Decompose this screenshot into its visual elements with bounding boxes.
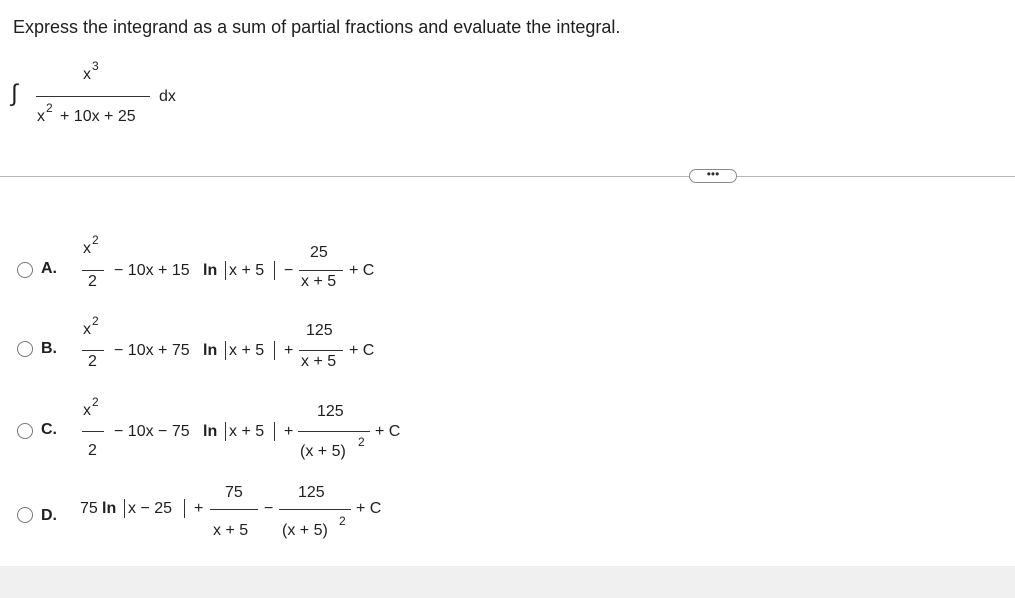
option-b-middle: − 10x + 75 [114,342,190,359]
option-d-letter: D. [41,507,57,524]
option-c-frac2-bar [298,431,370,432]
option-a-frac1-num-base: x [83,240,91,257]
integrand-numerator-base: x [83,66,91,83]
option-a-frac1-num-exp: 2 [92,233,99,247]
option-b-frac1-num-exp: 2 [92,314,99,328]
section-divider [0,176,1015,177]
option-d-frac1-bar [210,509,258,510]
option-d-op1: + [194,500,204,517]
option-d-lead: 75 [80,500,98,517]
option-c-frac1-num-exp: 2 [92,395,99,409]
more-options-button[interactable]: ••• [689,169,737,183]
option-b-frac1-num-base: x [83,321,91,338]
footer-bar [0,566,1015,598]
option-d-frac2-den-exp: 2 [339,514,346,528]
question-prompt: Express the integrand as a sum of partial fractions and evaluate the integral. [13,17,621,37]
option-a-radio[interactable] [17,262,33,278]
integrand-denominator-rest: + 10x + 25 [60,108,136,125]
option-c-frac2-den-exp: 2 [358,435,365,449]
option-c-ln: ln [203,423,218,440]
option-d-abs-arg: x − 25 [128,500,173,517]
option-c-middle: − 10x − 75 [114,423,190,440]
option-a-letter: A. [41,260,57,277]
option-b-abs-right [274,341,275,360]
option-d-tail: + C [356,500,382,517]
option-d-op2: − [264,500,274,517]
option-b-frac2-den: x + 5 [301,353,337,370]
option-a-frac1-bar [82,270,104,271]
option-b-frac1-den: 2 [88,353,97,370]
option-d-frac2-den-base: (x + 5) [282,522,328,539]
option-b-tail: + C [349,342,375,359]
option-d-abs-right [184,499,185,518]
option-d-frac2-num: 125 [298,484,325,501]
option-a-abs-arg: x + 5 [229,262,265,279]
integrand-denominator-base: x [37,108,45,125]
option-b-frac1-bar [82,350,104,351]
option-a-middle: − 10x + 15 [114,262,190,279]
option-c-abs-right [274,422,275,441]
option-b-abs-arg: x + 5 [229,342,265,359]
option-c-frac1-bar [82,431,104,432]
option-d-frac1-num: 75 [225,484,243,501]
option-b-letter: B. [41,340,57,357]
option-c-letter: C. [41,421,57,438]
option-c-radio[interactable] [17,423,33,439]
option-a-op: − [284,262,294,279]
option-c-tail: + C [375,423,401,440]
option-a-abs-right [274,261,275,280]
option-c-abs-arg: x + 5 [229,423,265,440]
option-b-abs-left [225,341,226,360]
option-c-frac2-num: 125 [317,403,344,420]
integrand-denominator-exponent: 2 [46,101,53,115]
option-d-ln: ln [102,500,117,517]
option-a-abs-left [225,261,226,280]
option-d-frac1-den: x + 5 [213,522,249,539]
option-a-ln: ln [203,262,218,279]
option-c-frac2-den-base: (x + 5) [300,443,346,460]
dx-label: dx [159,88,176,105]
option-b-radio[interactable] [17,341,33,357]
option-a-frac1-den: 2 [88,273,97,290]
option-d-abs-left [124,499,125,518]
integrand-numerator-exponent: 3 [92,59,99,73]
option-c-abs-left [225,422,226,441]
option-a-frac2-den: x + 5 [301,273,337,290]
option-b-op: + [284,342,294,359]
option-b-ln: ln [203,342,218,359]
option-b-frac2-bar [299,350,343,351]
integrand-fraction-bar [36,96,150,97]
option-d-frac2-bar [279,509,351,510]
option-c-op: + [284,423,294,440]
option-c-frac1-den: 2 [88,442,97,459]
option-a-tail: + C [349,262,375,279]
option-c-frac1-num-base: x [83,402,91,419]
option-d-radio[interactable] [17,507,33,523]
option-b-frac2-num: 125 [306,322,333,339]
option-a-frac2-num: 25 [310,244,328,261]
option-a-frac2-bar [299,270,343,271]
integral-sign: ∫ [11,80,18,107]
